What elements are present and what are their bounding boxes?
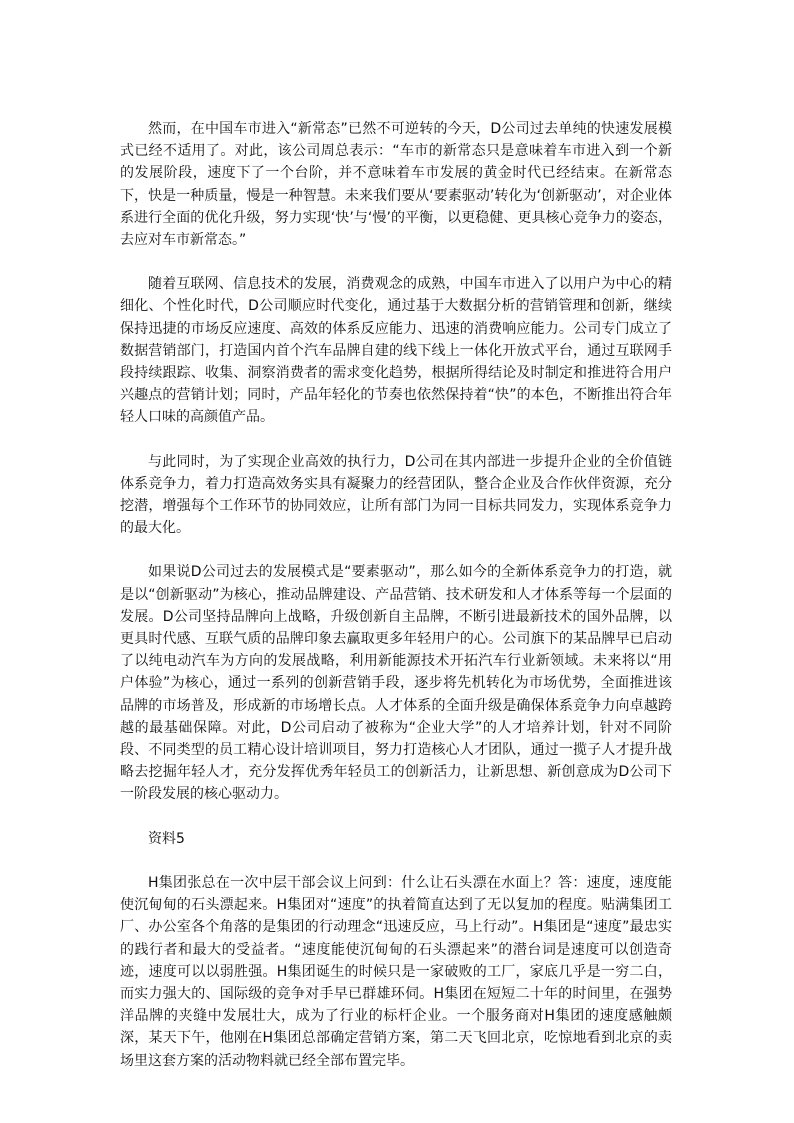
- paragraph-execution: 与此同时，为了实现企业高效的执行力，D公司在其内部进一步提升企业的全价值链体系竞争力，着力打造高效务实具有凝聚力的经营团队，整合企业及合作伙伴资源，充分挖潜，增强每个工作环节的协同效应，让所有部门为同一目标共同发力，实现体系竞争力的最大化。: [120, 453, 672, 537]
- paragraph-new-normal: 然而，在中国车市进入“新常态”已然不可逆转的今天，D公司过去单纯的快速发展模式已经不适用了。对此，该公司周总表示：“车市的新常态只是意味着车市进入到一个新的发展阶段，速度下了一个台阶，并不意味着车市发展的黄金时代已经结束。在新常态下，快是一种质量，慢是一种智慧。未来我们要从‘要素驱动’转化为‘创新驱动’，对企业体系进行全面的优化升级，努力实现‘快’与‘慢’的平衡，以更稳健、更具核心竞争力的姿态，去应对车市新常态。”: [120, 121, 672, 249]
- document-body: [120, 118, 672, 1094]
- paragraph-h-group-speed: H集团张总在一次中层干部会议上问到：什么让石头漂在水面上？答：速度，速度能使沉甸甸的石头漂起来。H集团对“速度”的执着简直达到了无以复加的程度。贴满集团工厂、办公室各个角落的是集团的行动理念“迅速反应，马上行动”。H集团是“速度”最忠实的践行者和最大的受益者。“速度能使沉甸甸的石头漂起来”的潜台词是速度可以创造奇迹，速度可以以弱胜强。H集团诞生的时候只是一家破败的工厂，家底几乎是一穷二白，而实力强大的、国际级的竞争对手早已群雄环伺。H集团在短短二十年的时间里，在强势洋品牌的夹缝中发展壮大，成为了行业的标杆企业。一个服务商对H集团的速度感触颇深，某天下午，他刚在H集团总部确定营销方案，第二天飞回北京，吃惊地看到北京的卖场里这套方案的活动物料就已经全部布置完毕。: [120, 874, 672, 1069]
- paragraph-innovation-drive: 如果说D公司过去的发展模式是“要素驱动”，那么如今的全新体系竞争力的打造，就是以“创新驱动”为核心，推动品牌建设、产品营销、技术研发和人才体系等每一个层面的发展。D公司坚持品牌向上战略，升级创新自主品牌，不断引进最新技术的国外品牌，以更具时代感、互联气质的品牌印象去赢取更多年轻用户的心。公司旗下的某品牌早已启动了以纯电动汽车为方向的发展战略，利用新能源技术开拓汽车行业新领域。未来将以“用户体验”为核心，通过一系列的创新营销手段，逐步将先机转化为市场优势，全面推进该品牌的市场普及，形成新的市场增长点。人才体系的全面升级是确保体系竞争力向卓越跨越的最基础保障。对此，D公司启动了被称为“企业大学”的人才培养计划，针对不同阶段、不同类型的员工精心设计培训项目，努力打造核心人才团队，通过一揽子人才提升战略去挖掘年轻人才，充分发挥优秀年轻员工的创新活力，让新思想、新创意成为D公司下一阶段发展的核心驱动力。: [120, 564, 672, 803]
- material-5-heading: 资料5: [148, 830, 185, 847]
- paragraph-internet-era: 随着互联网、信息技术的发展，消费观念的成熟，中国车市进入了以用户为中心的精细化、个性化时代，D公司顺应时代变化，通过基于大数据分析的营销管理和创新，继续保持迅捷的市场反应速度、高效的体系反应能力、迅速的消费响应能力。公司专门成立了数据营销部门，打造国内首个汽车品牌自建的线下线上一体化开放式平台，通过互联网手段持续跟踪、收集、洞察消费者的需求变化趋势，根据所得结论及时制定和推进符合用户兴趣点的营销计划；同时，产品年轻化的节奏也依然保持着“快”的本色，不断推出符合年轻人口味的高颜值产品。: [120, 276, 672, 426]
